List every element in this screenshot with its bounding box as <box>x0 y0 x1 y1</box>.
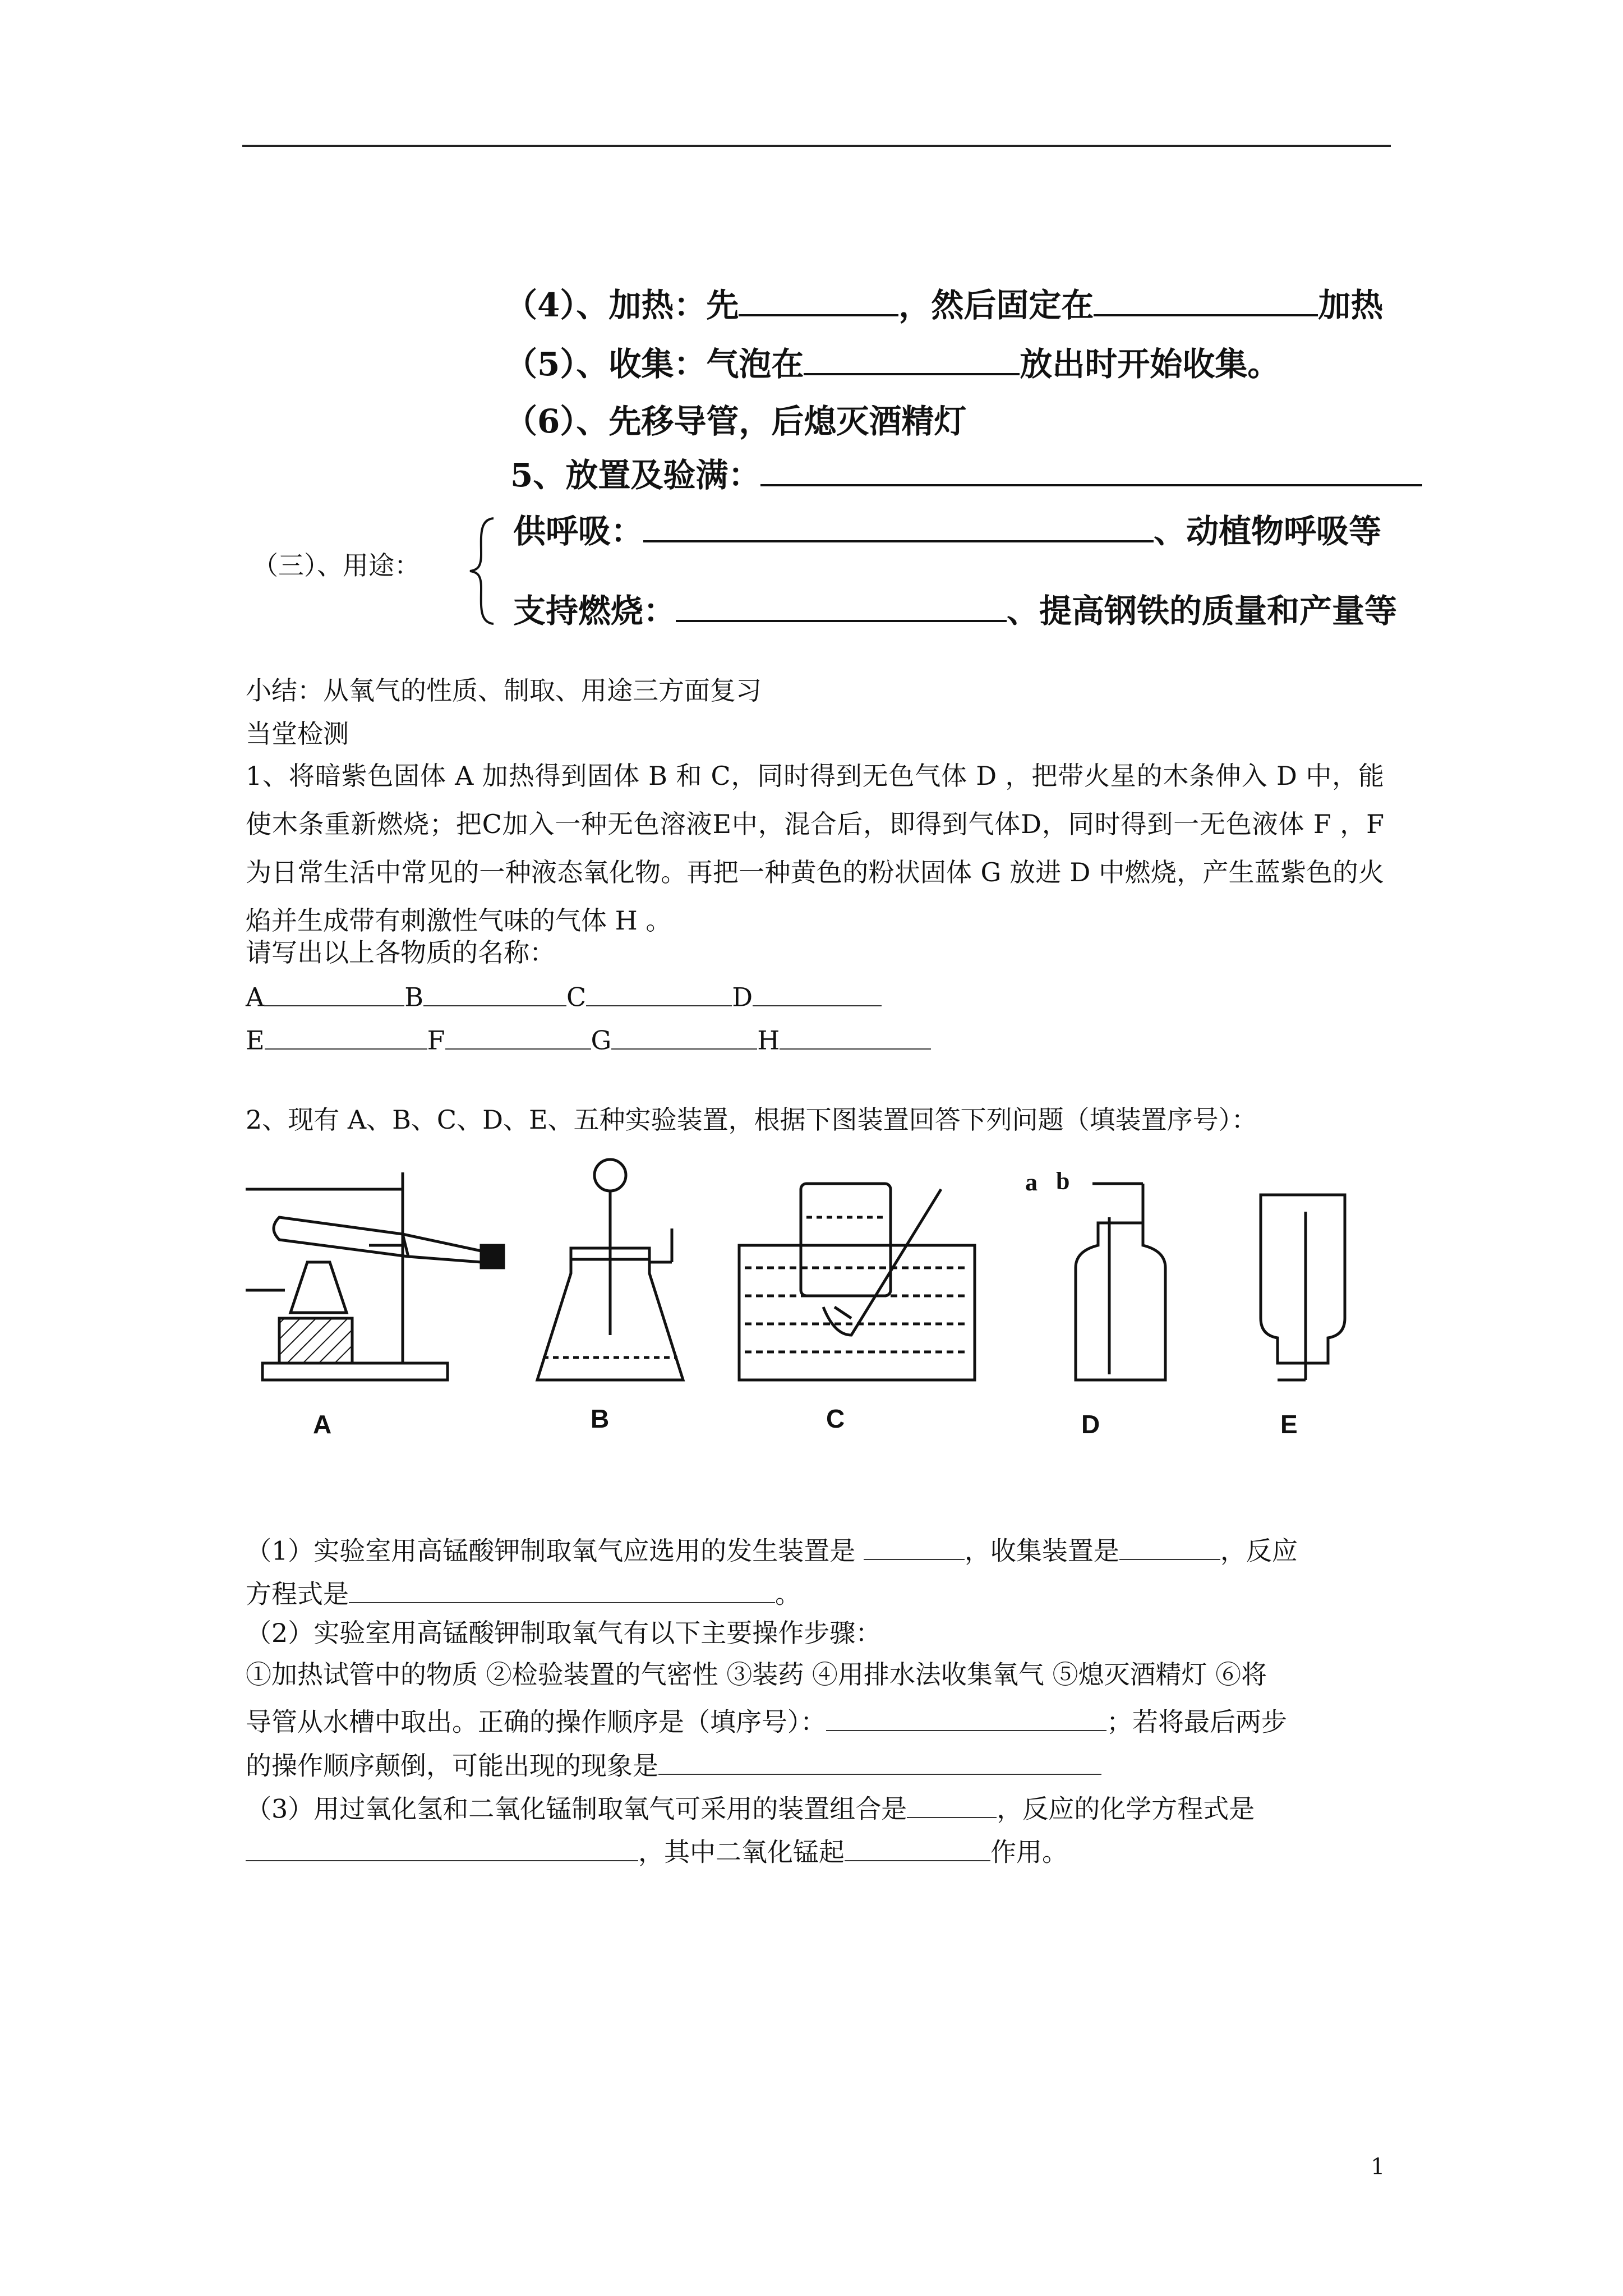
use-combustion: 支持燃烧： 、提高钢铁的质量和产量等 <box>513 589 1397 627</box>
q1-prompt: 请写出以上各物质的名称： <box>246 937 555 968</box>
q2-part2-title: （2）实验室用高锰酸钾制取氧气有以下主要操作步骤： <box>246 1618 882 1648</box>
q2-part3: （3）用过氧化氢和二氧化锰制取氧气可采用的装置组合是 ，反应的化学方程式是 <box>246 1792 1255 1822</box>
blank-a[interactable] <box>264 981 404 1006</box>
q2-part3-role: ，其中二氧化锰起 作用。 <box>246 1835 1068 1865</box>
page-number: 1 <box>1371 2154 1385 2180</box>
q2-part2-phenomenon: 的操作顺序颠倒，可能出现的现象是 <box>246 1749 1101 1779</box>
brace-icon <box>467 515 500 627</box>
apparatus-figure <box>246 1150 1378 1464</box>
label-b: B <box>591 1404 610 1433</box>
blank-breathing <box>643 509 1154 542</box>
q2-part2-steps: ①加热试管中的物质 ②检验装置的气密性 ③装药 ④用排水法收集氧气 ⑤熄灭酒精灯 ⑥将 <box>246 1659 1267 1690</box>
step-4: （4）、加热：先 ，然后固定在 加热 <box>505 283 1383 321</box>
test-title: 当堂检测 <box>246 719 349 749</box>
tag-b: b <box>1056 1167 1070 1195</box>
q2-part1-equation: 方程式是 。 <box>246 1577 801 1607</box>
step-5: （5）、收集：气泡在 放出时开始收集。 <box>505 342 1280 380</box>
blank-place <box>760 453 1422 486</box>
apparatus-b-icon <box>537 1159 683 1380</box>
label-d: D <box>1081 1410 1100 1439</box>
apparatus-c-icon <box>739 1184 975 1380</box>
question-1: 1、将暗紫色固体 A 加热得到固体 B 和 C，同时得到无色气体 D ，把带火星的木条伸入 D 中，能使木条重新燃烧；把C加入一种无色溶液E中，混合后，即得到气体D，同时得到一无色液体 F ，F为日常生活中常见的一种液态氧化物。再把一种黄色的粉状固体 G 放进 D 中燃烧，产生蓝紫色的火焰并生成带有刺激性气味的气体 H 。 <box>246 761 1384 936</box>
question-2-intro: 2、现有 A、B、C、D、E、五种实验装置，根据下图装置回答下列问题（填装置序号）： <box>246 1105 1257 1135</box>
blank-g[interactable] <box>611 1024 757 1050</box>
blank-step4-b <box>1094 283 1318 316</box>
header-rule <box>242 145 1391 147</box>
blank-c[interactable] <box>586 981 732 1006</box>
blank-role[interactable] <box>845 1835 990 1861</box>
blank-phenomenon[interactable] <box>658 1749 1101 1775</box>
label-a: A <box>313 1410 332 1439</box>
label-e: E <box>1280 1410 1298 1439</box>
blank-d[interactable] <box>753 981 882 1006</box>
blank-step5 <box>804 342 1020 375</box>
apparatus-a-icon <box>246 1172 504 1380</box>
q1-answers-row2: E F G H <box>246 1024 931 1053</box>
blank-generator[interactable] <box>864 1534 965 1560</box>
blank-b[interactable] <box>423 981 566 1006</box>
blank-combustion <box>676 589 1007 622</box>
blank-collector[interactable] <box>1119 1534 1220 1560</box>
uses-label: （三）、用途： <box>252 550 420 581</box>
blank-step4-a <box>739 283 898 316</box>
blank-equation[interactable] <box>349 1577 775 1603</box>
summary: 小结：从氧气的性质、制取、用途三方面复习 <box>246 675 762 706</box>
blank-order[interactable] <box>826 1705 1106 1731</box>
q2-part1: （1）实验室用高锰酸钾制取氧气应选用的发生装置是 ，收集装置是 ，反应 <box>246 1534 1298 1564</box>
blank-h2o2-equation[interactable] <box>246 1835 638 1861</box>
blank-h[interactable] <box>780 1024 931 1050</box>
apparatus-e-icon <box>1261 1195 1345 1380</box>
blank-combo[interactable] <box>907 1792 997 1818</box>
q1-answers-row1: A B C D <box>246 981 882 1010</box>
use-breathing: 供呼吸： 、动植物呼吸等 <box>513 509 1381 547</box>
label-c: C <box>826 1404 845 1433</box>
q2-part2-order: 导管从水槽中取出。正确的操作顺序是（填序号）： ；若将最后两步 <box>246 1705 1287 1735</box>
tag-a: a <box>1025 1168 1038 1196</box>
blank-e[interactable] <box>265 1024 427 1050</box>
step-place: 5、放置及验满： <box>510 453 1422 491</box>
step-6: （6）、先移导管，后熄灭酒精灯 <box>505 402 967 440</box>
apparatus-d-icon <box>1076 1184 1165 1380</box>
blank-f[interactable] <box>445 1024 591 1050</box>
